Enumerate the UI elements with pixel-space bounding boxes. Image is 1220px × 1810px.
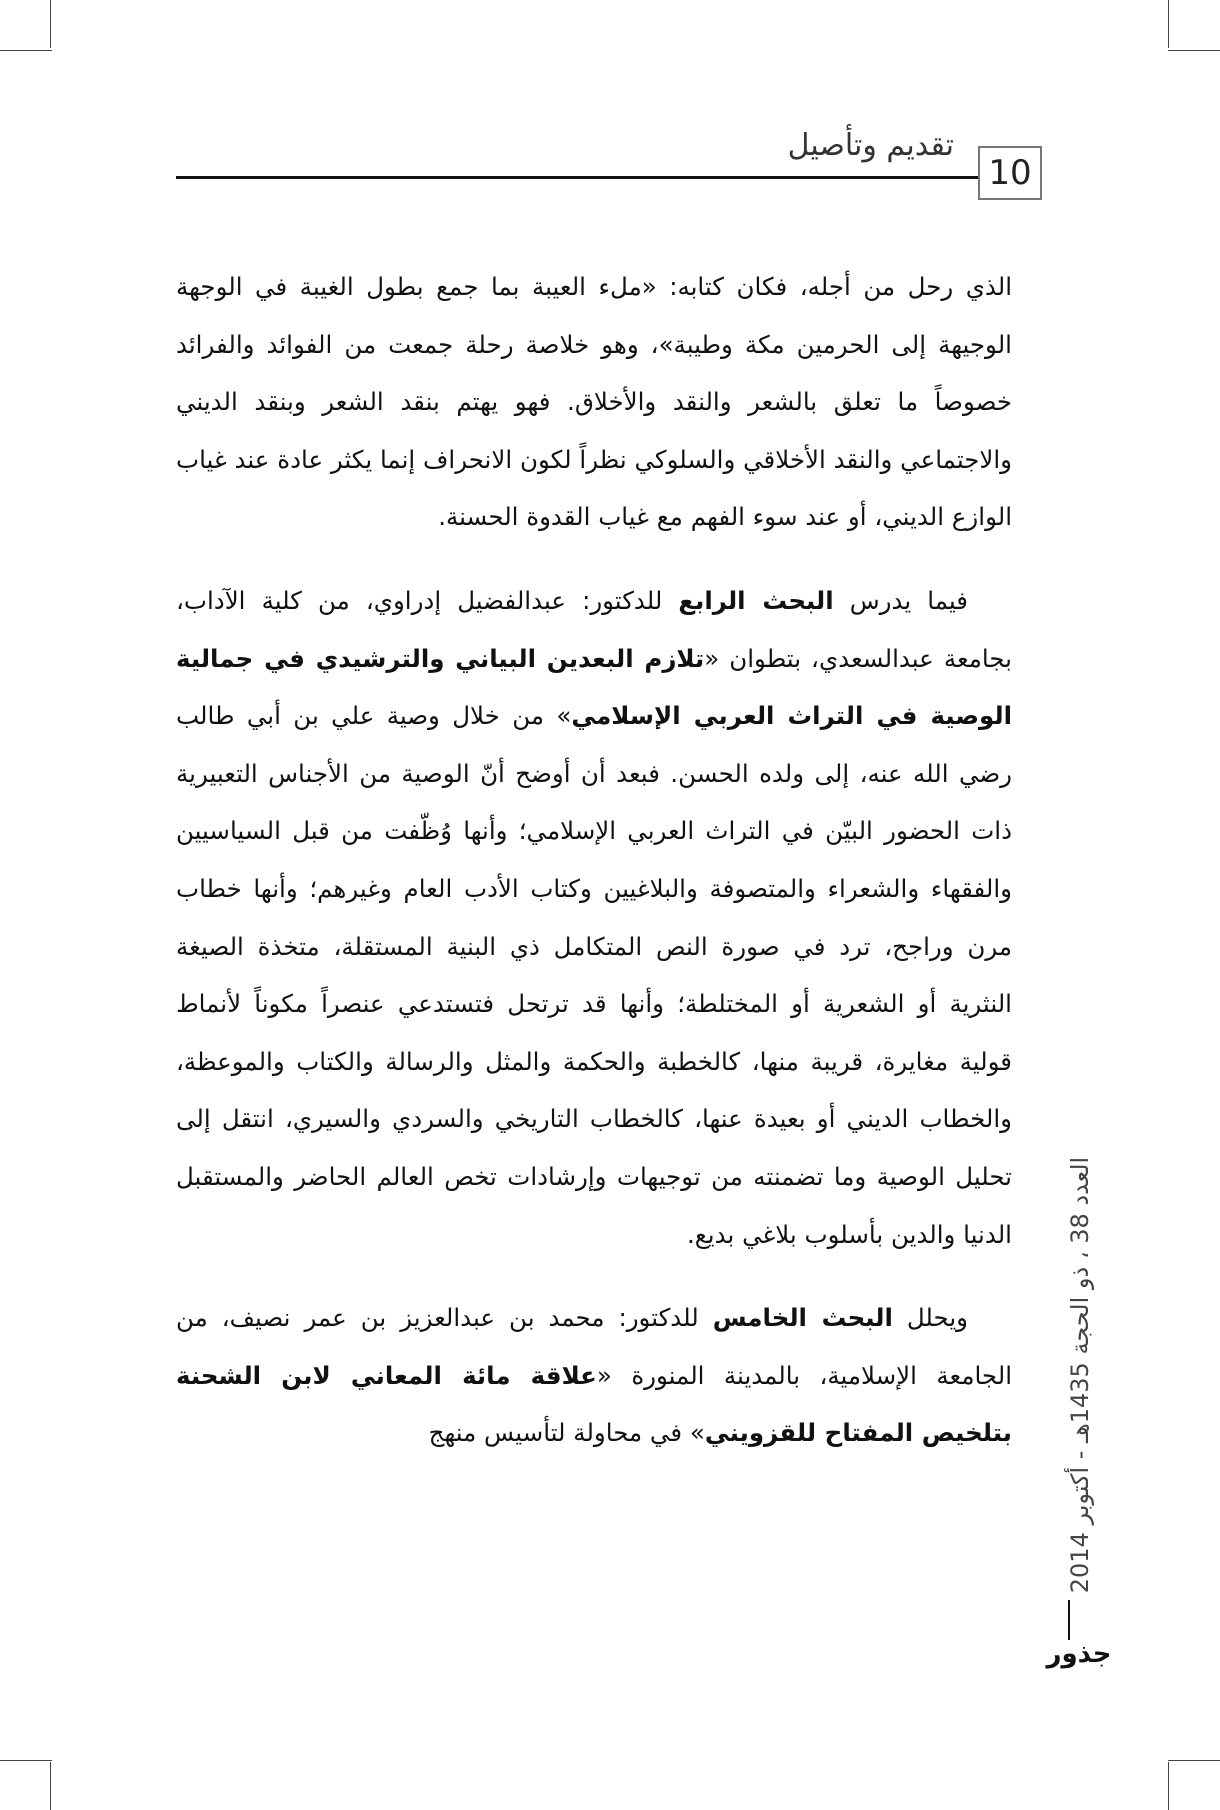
bold-phrase: علاقة مائة المعاني لابن الشحنة بتلخيص المفتاح للقزويني (176, 1360, 1012, 1448)
bold-phrase: البحث الرابع (678, 585, 834, 615)
text-run: » في محاولة لتأسيس منهج (428, 1418, 705, 1448)
text-run: » من خلال وصية علي بن أبي طالب رضي الله عنه، إلى ولده الحسن. فبعد أن أوضح أنّ الوصية من الأجناس التعبيرية ذات الحضور البيّن في التراث العربي الإسلامي؛ وأنها وُظّفت من قبل السياسيين والفقهاء والشعراء والمتصوفة والبلاغيين وكتاب الأدب العام وغيرهم؛ وأنها خطاب مرن وراجح، ترد في صورة النص المتكامل ذي البنية المستقلة، متخذة الصيغة النثرية أو الشعرية أو المختلطة؛ وأنها قد ترتحل فتستدعي عنصراً مكوناً لأنماط قولية مغايرة، قريبة منها، كالخطبة والحكمة والمثل والرسالة والكتاب والموعظة، والخطاب الديني أو بعيدة عنها، كالخطاب التاريخي والسردي والسيري، انتقل إلى تحليل الوصية وما تضمنته من توجيهات وإرشادات تخص العالم الحاضر والمستقبل الدنيا والدين بأسلوب بلاغي بديع. (176, 701, 1012, 1249)
paragraph (176, 258, 1012, 546)
header-rule (176, 176, 978, 179)
text-run: ويحلل (892, 1303, 968, 1333)
paragraph (176, 572, 1012, 1263)
article-body (176, 258, 1012, 1462)
bold-phrase: تلازم البعدين البياني والترشيدي في جمالية الوصية في التراث العربي الإسلامي (176, 643, 1012, 731)
crop-mark (0, 50, 52, 51)
crop-mark (1168, 50, 1220, 51)
crop-mark (50, 1762, 51, 1810)
text-run: فيما يدرس (833, 585, 968, 615)
paragraph (176, 1289, 1012, 1462)
crop-mark (50, 0, 51, 48)
journal-logo: جذور (1046, 1639, 1112, 1669)
text-run: الذي رحل من أجله، فكان كتابه: «ملء العيبة بما جمع بطول الغيبة في الوجهة الوجيهة إلى الحرمين مكة وطيبة»، وهو خلاصة رحلة جمعت من الفوائد والفرائد خصوصاً ما تعلق بالشعر والنقد والأخلاق. فهو يهتم بنقد الشعر وبنقد الديني والاجتماعي والنقد الأخلاقي والسلوكي نظراً لكون الانحراف إنما يكثر عادة عند غياب الوازع الديني، أو عند سوء الفهم مع غياب القدوة الحسنة. (176, 272, 1012, 532)
text-run: للدكتور: محمد بن عبدالعزيز بن عمر نصيف، من الجامعة الإسلامية، بالمدينة المنورة « (176, 1303, 1013, 1390)
running-title: تقديم وتأصيل (787, 128, 954, 163)
page-number: 10 (978, 146, 1042, 200)
crop-mark (0, 1760, 52, 1761)
crop-mark (1168, 1760, 1220, 1761)
crop-mark (1168, 1762, 1169, 1810)
crop-mark (1168, 0, 1169, 48)
text-run: للدكتور: عبدالفضيل إدراوي، من كلية الآداب، بجامعة عبدالسعدي، بتطوان « (176, 585, 1012, 673)
bold-phrase: البحث الخامس (712, 1303, 893, 1333)
issue-info-sidebar (1050, 1156, 1110, 1594)
issue-info: العدد 38 ، ذو الحجة 1435هـ - أكتوبر 2014 (1066, 1156, 1094, 1594)
